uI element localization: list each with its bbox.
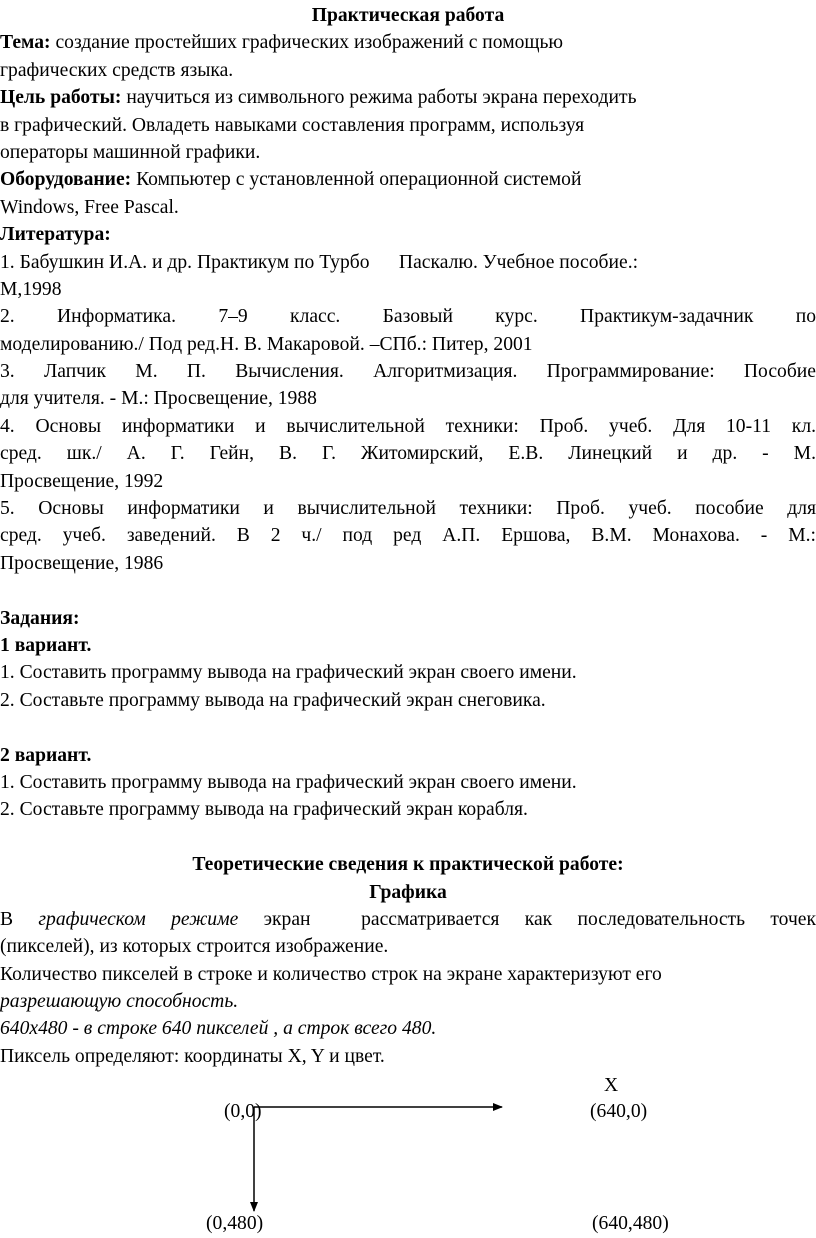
bottom-right-coordinate: (640,480) (592, 1213, 669, 1234)
topic-line-2: графических средств языка. (0, 59, 234, 81)
theory-text: В (0, 908, 39, 930)
literature-line: 4. Основы информатики и вычислительной техники: Проб. учеб. Для 10-11 кл. (0, 415, 816, 437)
goal-line-3: операторы машинной графики. (0, 141, 261, 163)
spacer (0, 824, 816, 851)
x-axis-label: X (604, 1075, 619, 1096)
variant1-heading: 1 вариант. (0, 634, 92, 656)
page-title: Практическая работа (311, 5, 505, 26)
variant2-heading: 2 вариант. (0, 744, 92, 766)
literature-line: для учителя. - М.: Просвещение, 1988 (0, 388, 317, 410)
theory-paragraph-2: Количество пикселей в строке и количество строк на экране характеризуют его (0, 963, 662, 985)
theory-paragraph-1-line-2: (пикселей), из которых строится изображение. (0, 936, 389, 958)
equipment-line-2: Windows, Free Pascal. (0, 196, 179, 218)
topic-label: Тема: (0, 32, 51, 54)
topic-text: создание простейших графических изображений с помощью (50, 32, 564, 54)
variant2-task: 1. Составить программу вывода на графический экран своего имени. (0, 771, 577, 793)
literature-line: М,1998 (0, 278, 62, 300)
goal-line-1 (0, 84, 816, 111)
tasks-heading: Задания: (0, 607, 80, 629)
goal-line-2: в графический. Овладеть навыками составления программ, используя (0, 114, 585, 136)
variant1-task: 2. Составьте программу вывода на графический экран снеговика. (0, 689, 546, 711)
literature-line: моделированию./ Под ред.Н. В. Макаровой. –СПб.: Питер, 2001 (0, 333, 533, 355)
spacer (0, 577, 816, 604)
literature-line: сред. шк./ А. Г. Гейн, В. Г. Житомирский, Е.В. Линецкий и др. - М. (0, 443, 816, 465)
theory-subheading: Графика (369, 881, 447, 903)
literature-list (0, 249, 816, 578)
theory-paragraph-1 (0, 906, 816, 933)
top-right-coordinate: (640,0) (590, 1101, 648, 1122)
axis-arrows (0, 1072, 816, 1238)
spacer (0, 714, 816, 741)
equipment-text: Компьютер с установленной операционной системой (131, 169, 582, 191)
equipment-label: Оборудование: (0, 169, 132, 191)
theory-heading: Теоретические сведения к практической работе: (192, 854, 624, 876)
coordinate-diagram (0, 1072, 816, 1238)
literature-line: 1. Бабушкин И.А. и др. Практикум по Турбо Паскалю. Учебное пособие.: (0, 251, 639, 273)
theory-italic-term: разрешающую способность. (0, 991, 239, 1013)
goal-label: Цель работы: (0, 87, 122, 109)
topic-line-1 (0, 29, 816, 56)
literature-line: 2. Информатика. 7–9 класс. Базовый курс. Практикум-задачник по (0, 306, 816, 328)
literature-line: сред. учеб. заведений. В 2 ч./ под ред А.П. Ершова, В.М. Монахова. - М.: (0, 525, 816, 547)
resolution-example: 640x480 - в строке 640 пикселей , а строк всего 480. (0, 1018, 437, 1040)
literature-line: Просвещение, 1986 (0, 552, 164, 574)
bottom-left-coordinate: (0,480) (206, 1213, 264, 1234)
variant2-task: 2. Составьте программу вывода на графический экран корабля. (0, 799, 528, 821)
literature-line: 5. Основы информатики и вычислительной техники: Проб. учеб. пособие для (0, 498, 816, 520)
theory-text: экран рассматривается как последовательность точек (238, 908, 816, 930)
literature-heading: Литература: (0, 224, 111, 246)
top-left-coordinate: (0,0) (224, 1101, 262, 1122)
variant1-task: 1. Составить программу вывода на графический экран своего имени. (0, 662, 577, 684)
goal-text: научиться из символьного режима работы экрана переходить (121, 87, 637, 109)
pixel-definition: Пиксель определяют: координаты X, Y и цвет. (0, 1045, 385, 1067)
literature-line: 3. Лапчик М. П. Вычисления. Алгоритмизация. Программирование: Пособие (0, 361, 816, 383)
literature-line: Просвещение, 1992 (0, 470, 164, 492)
theory-italic-term: графическом режиме (38, 908, 239, 930)
equipment-line-1 (0, 166, 816, 193)
